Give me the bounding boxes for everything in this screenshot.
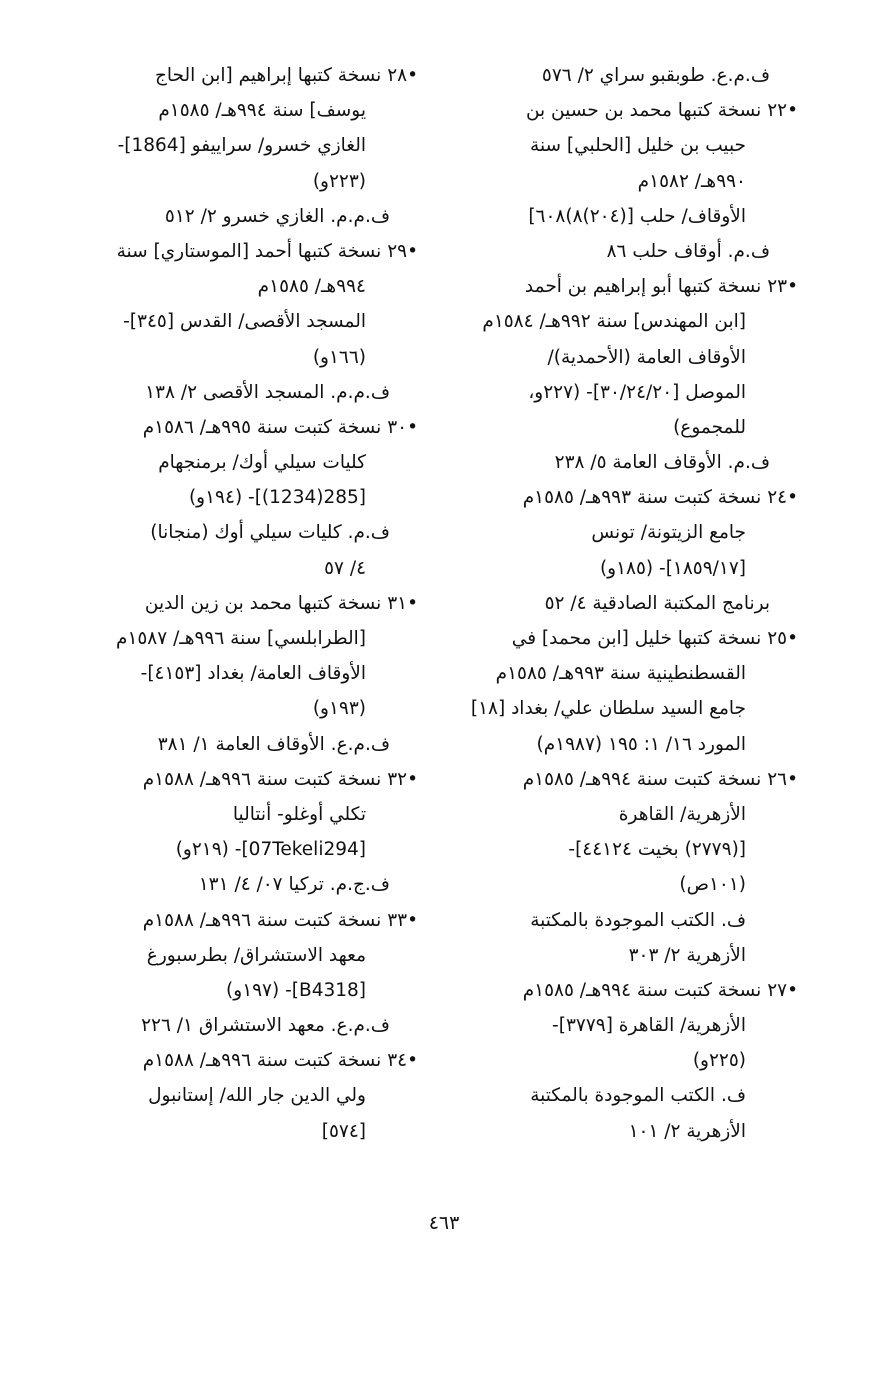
entry-line: الأزهرية/ القاهرة [618, 803, 746, 825]
entry-line: [285(1234)]- (١٩٤و) [188, 487, 366, 509]
page-number: ٤٦٣ [428, 1212, 460, 1234]
entry-line: المورد ١٦/ ١: ١٩٥ (١٩٨٧م) [536, 733, 746, 755]
entry-line: [١٨٥٩/١٧]- (١٨٥و) [599, 557, 746, 579]
entry-heading-line: •٢٧ نسخة كتبت سنة ٩٩٤هـ/ ١٥٨٥م [522, 979, 798, 1001]
entry-line: ٤/ ٥٧ [324, 557, 366, 579]
reference-line: ف.م.ع. معهد الاستشراق ١/ ٢٢٦ [141, 1015, 390, 1037]
entry-line: القسطنطينية سنة ٩٩٣هـ/ ١٥٨٥م [495, 663, 746, 685]
reference-line: ف.م. أوقاف حلب ٨٦ [606, 240, 770, 262]
entry-line: ٩٩٠هـ/ ١٥٨٢م [637, 170, 746, 192]
entry-line: [ابن المهندس] سنة ٩٩٢هـ/ ١٥٨٤م [482, 311, 746, 333]
reference-line: ف.م.ع. الأوقاف العامة ١/ ٣٨١ [157, 733, 390, 755]
entry-line: (١٩٣و) [312, 698, 366, 720]
entry-line: ٩٩٤هـ/ ١٥٨٥م [257, 276, 366, 298]
reference-line: ف.م.م. الغازي خسرو ٢/ ٥١٢ [164, 205, 390, 227]
entry-heading-line: •٢٩ نسخة كتبها أحمد [الموستاري] سنة [116, 240, 418, 262]
entry-line: ف. الكتب الموجودة بالمكتبة [530, 1085, 746, 1107]
reference-line: برنامج المكتبة الصادقية ٤/ ٥٢ [544, 592, 770, 614]
entry-line: [٥٧٤] [321, 1120, 366, 1142]
entry-line: كليات سيلي أوك/ برمنجهام [158, 452, 366, 474]
left-column [78, 58, 418, 1149]
entry-line: [B4318]- (١٩٧و) [226, 979, 366, 1001]
entry-line: الأوقاف العامة (الأحمدية)/ [547, 346, 746, 368]
entry-line: [(٢٧٧٩) بخيت ٤٤١٢٤]- [568, 839, 746, 861]
reference-line: ف.م.م. المسجد الأقصى ٢/ ١٣٨ [145, 381, 390, 403]
entry-heading-line: •٢٥ نسخة كتبها خليل [ابن محمد] في [511, 628, 798, 649]
entry-line: الغازي خسرو/ سراييفو [1864]- [117, 135, 366, 157]
entry-heading-line: •٢٣ نسخة كتبها أبو إبراهيم بن أحمد [524, 276, 798, 298]
entry-line: معهد الاستشراق/ بطرسبورغ [146, 944, 366, 966]
reference-line: ف.ج.م. تركيا ٠٧/ ٤/ ١٣١ [198, 874, 390, 896]
entry-line: (١٠١ص) [679, 874, 746, 896]
entry-heading-line: •٢٢ نسخة كتبها محمد بن حسين بن [525, 100, 798, 122]
entry-heading-line: •٢٦ نسخة كتبت سنة ٩٩٤هـ/ ١٥٨٥م [522, 768, 798, 790]
entry-line: جامع السيد سلطان علي/ بغداد [١٨] [470, 698, 746, 720]
entry-line: يوسف] سنة ٩٩٤هـ/ ١٥٨٥م [158, 100, 366, 122]
entry-line: الموصل [٣٠/٢٤/٢٠]- (٢٢٧و، [528, 381, 746, 403]
entry-line: الأوقاف/ حلب [(٢٠٤)٨)٦٠٨] [528, 205, 746, 227]
entry-heading-line: •٣٤ نسخة كتبت سنة ٩٩٦هـ/ ١٥٨٨م [142, 1050, 418, 1072]
entry-line: المسجد الأقصى/ القدس [٣٤٥]- [123, 311, 366, 333]
reference-line: ف.م. كليات سيلي أوك (منجانا) [150, 522, 390, 544]
entry-line: (٢٢٣و) [312, 170, 366, 192]
reference-line: ف.م. الأوقاف العامة ٥/ ٢٣٨ [554, 452, 770, 474]
entry-line: الأوقاف العامة/ بغداد [٤١٥٣]- [140, 663, 366, 685]
entry-line: الأزهرية/ القاهرة [٣٧٧٩]- [552, 1015, 746, 1037]
entry-line: ولي الدين جار الله/ إستانبول [148, 1085, 366, 1107]
entry-line: [07Tekeli294]- (٢١٩و) [175, 839, 366, 861]
entry-line: تكلي أوغلو- أنتاليا [232, 803, 366, 825]
entry-line: للمجموع) [673, 416, 746, 438]
entry-line: حبيب بن خليل [الحلبي] سنة [530, 135, 746, 157]
entry-heading-line: •٢٤ نسخة كتبت سنة ٩٩٣هـ/ ١٥٨٥م [522, 487, 798, 509]
entry-line: (٢٢٥و) [692, 1050, 746, 1072]
entry-heading-line: •٣٢ نسخة كتبت سنة ٩٩٦هـ/ ١٥٨٨م [142, 768, 418, 790]
entry-heading-line: •٣٣ نسخة كتبت سنة ٩٩٦هـ/ ١٥٨٨م [142, 909, 418, 931]
entry-line: (١٦٦و) [312, 346, 366, 368]
entry-line: [الطرابلسي] سنة ٩٩٦هـ/ ١٥٨٧م [115, 628, 366, 649]
entry-heading-line: •٣٠ نسخة كتبت سنة ٩٩٥هـ/ ١٥٨٦م [142, 416, 418, 438]
entry-heading-line: •٣١ نسخة كتبها محمد بن زين الدين [144, 592, 418, 614]
right-column [458, 58, 798, 1149]
reference-line: ف.م.ع. طوبقبو سراي ٢/ ٥٧٦ [541, 65, 770, 86]
entry-heading-line: •٢٨ نسخة كتبها إبراهيم [ابن الحاج [154, 65, 418, 86]
entry-line: جامع الزيتونة/ تونس [591, 522, 746, 544]
entry-line: الأزهرية ٢/ ٣٠٣ [628, 944, 746, 966]
entry-line: ف. الكتب الموجودة بالمكتبة [530, 909, 746, 931]
entry-line: الأزهرية ٢/ ١٠١ [628, 1120, 746, 1142]
